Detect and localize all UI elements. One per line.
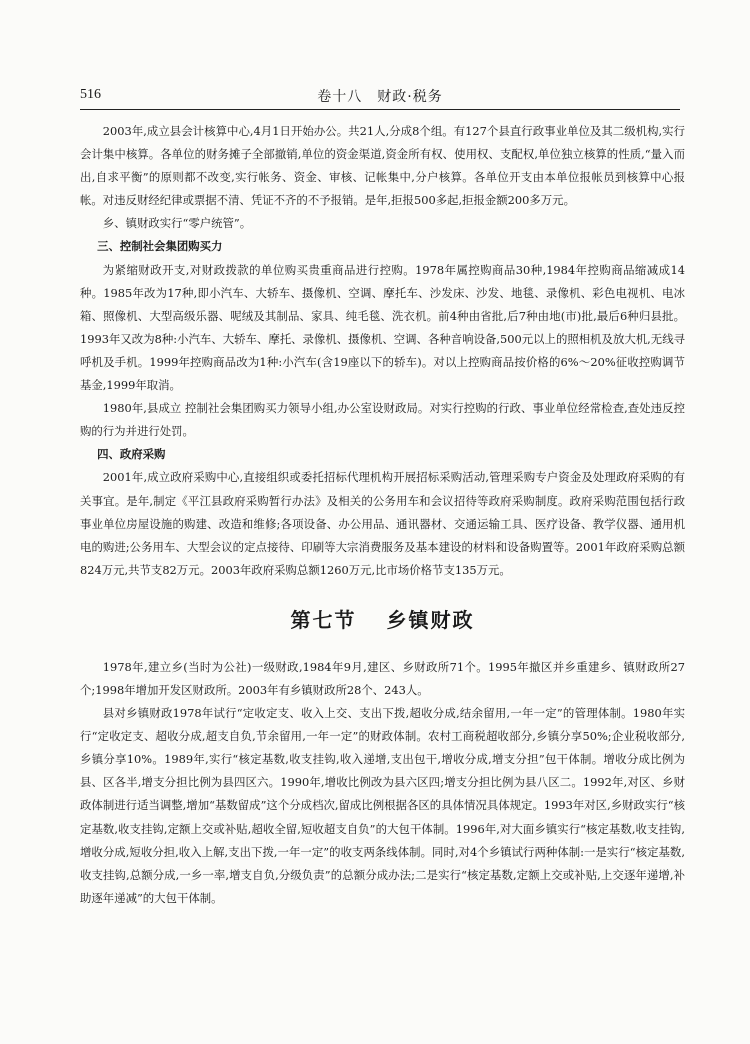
- subheading-purchasing-control: 三、控制社会集团购买力: [97, 239, 223, 254]
- section-title: [80, 600, 685, 640]
- section-name: 乡镇财政: [386, 607, 475, 632]
- page-header: [80, 83, 680, 110]
- section-number: 第七节: [290, 607, 357, 632]
- paragraph-township-finance-offices: 1978年,建立乡(当时为公社)一级财政,1984年9月,建区、乡财政所71个。1995年撤区并乡重建乡、镇财政所27个;1998年增加开发区财政所。2003年有乡镇财政所28个、243人。: [80, 659, 685, 697]
- subheading-government-procurement: 四、政府采购: [97, 447, 166, 462]
- paragraph-control-group: 1980年,县成立 控制社会集团购买力领导小组,办公室设财政局。对实行控购的行政、事业单位经常检查,查处违反控购的行为并进行处罚。: [80, 401, 685, 439]
- running-title: 卷十八 财政·税务: [317, 89, 443, 105]
- page-number: 516: [80, 87, 101, 102]
- paragraph-finance-system: 县对乡镇财政1978年试行“定收定支、收入上交、支出下拨,超收分成,结余留用,一年一定”的管理体制。1980年实行“定收定支、超收分成,超支自负,节余留用,一年一定”的财政体制。农村工商税超收部分,乡镇分享50%;企业税收部分,乡镇分享10%。1989年,实行“核定基数,收支挂钩,收入递增,支出包干,增收分成,增支分担”包干体制。增收分成比例为县、区各半,增支分担比例为县四区六。1990年,增收比例改为县六区四;增支分担比例为县八区二。1992年,对区、乡财政体制进行适当调整,增加“基数留成”这个分成档次,留成比例根据各区的具体情况具体规定。1993年对区,乡财政实行“核定基数,收支挂钩,定额上交或补贴,超收全留,短收超支自负”的大包干体制。1996年,对大面乡镇实行“核定基数,收支挂钩,增收分成,短收分担,收入上解,支出下拨,一年一定”的收支两条线体制。同时,对4个乡镇试行两种体制:一是实行“核定基数,收支挂钩,总额分成,一乡一率,增支自负,分级负责”的总额分成办法;二是实行“核定基数,定额上交或补贴,上交逐年递增,补助逐年递减”的大包干体制。: [80, 706, 685, 905]
- paragraph-township-accounts: 乡、镇财政实行“零户统管”。: [102, 216, 252, 231]
- paragraph-procurement-center: 2001年,成立政府采购中心,直接组织或委托招标代理机构开展招标采购活动,管理采购专户资金及处理政府采购的有关事宜。是年,制定《平江县政府采购暂行办法》及相关的公务用车和会议招待等政府采购制度。政府采购范围包括行政事业单位房屋设施的购建、改造和维修;各项设备、办公用品、通讯器材、交通运输工具、医疗设备、教学仪器、通用机电的购进;公务用车、大型会议的定点接待、印刷等大宗消费服务及基本建设的材料和设备购置等。2001年政府采购总额824万元,共节支82万元。2003年政府采购总额1260万元,比市场价格节支135万元。: [80, 470, 685, 577]
- page-body: [80, 120, 685, 910]
- paragraph-controlled-goods: 为紧缩财政开支,对财政拨款的单位购买贵重商品进行控购。1978年属控购商品30种,1984年控购商品缩减成14种。1985年改为17种,即小汽车、大轿车、摄像机、空调、摩托车、沙发床、沙发、地毯、录像机、彩色电视机、电冰箱、照像机、大型高级乐器、呢绒及其制品、家具、纯毛毯、洗衣机。前4种由省批,后7种由地(市)批,最后6种归县批。1993年又改为8种:小汽车、大轿车、摩托、录像机、摄像机、空调、各种音响设备,500元以上的照相机及放大机,无线寻呼机及手机。1999年控购商品改为1种:小汽车(含19座以下的轿车)。对以上控购商品按价格的6%～20%征收控购调节基金,1999年取消。: [80, 262, 685, 393]
- paragraph-accounting-center: 2003年,成立县会计核算中心,4月1日开始办公。共21人,分成8个组。有127个县直行政事业单位及其二级机构,实行会计集中核算。各单位的财务摊子全部撤销,单位的资金渠道,资金所有权、使用权、支配权,单位独立核算的性质,“量入而出,自求平衡”的原则都不改变,实行帐务、资金、审核、记帐集中,分户核算。各单位开支由本单位报帐员到核算中心报帐。对违反财经纪律或票据不清、凭证不齐的不予报销。是年,拒报500多起,拒报金额200多万元。: [80, 124, 685, 208]
